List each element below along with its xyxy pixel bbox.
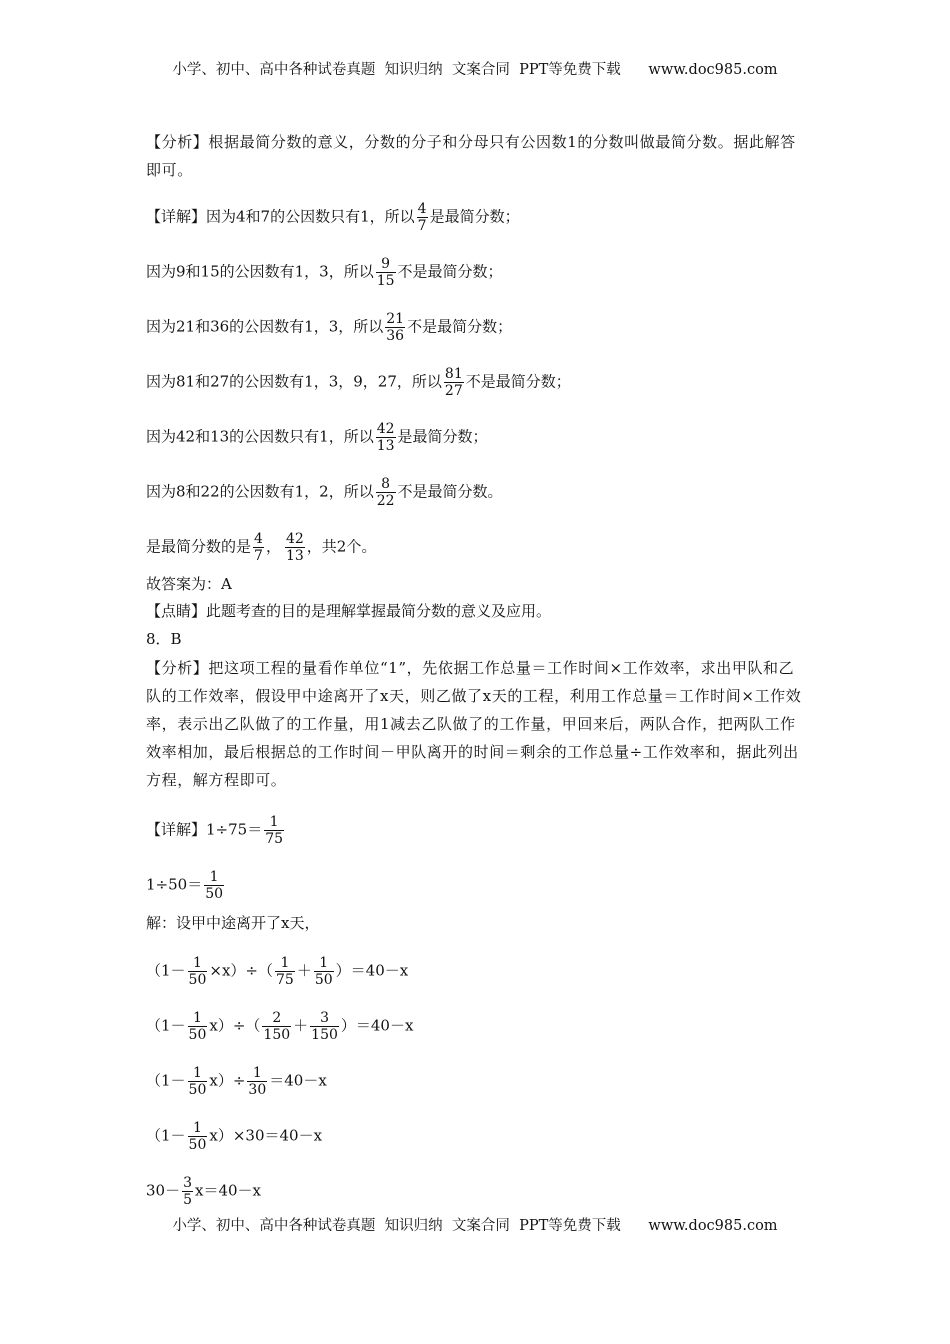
text: 因为9和15的公因数有1，3，所以 — [146, 262, 374, 281]
text: 因为42和13的公因数只有1，所以 — [146, 427, 374, 446]
denominator: 50 — [188, 1137, 207, 1153]
denominator: 50 — [188, 972, 207, 988]
text: 不是最简分数； — [397, 262, 503, 281]
denominator: 7 — [254, 548, 263, 564]
text: 30－ — [146, 1181, 181, 1200]
q8-step-1 — [146, 814, 286, 847]
fraction — [417, 201, 428, 234]
numerator: 42 — [285, 531, 304, 547]
numerator: 42 — [376, 421, 395, 437]
numerator: 1 — [209, 869, 219, 885]
numerator: 1 — [193, 1065, 202, 1081]
numerator: 4 — [417, 201, 427, 217]
denominator: 50 — [188, 1027, 207, 1043]
q8-number: 8．B — [146, 630, 182, 648]
text: 因为81和27的公因数有1，3，9，27，所以 — [146, 372, 442, 391]
q7-detail-line-6 — [146, 476, 503, 509]
numerator: 1 — [269, 814, 279, 830]
fraction — [182, 1175, 193, 1208]
denominator: 5 — [183, 1192, 193, 1208]
fraction — [247, 1065, 267, 1098]
text: 是最简分数； — [397, 427, 488, 446]
numerator: 9 — [381, 256, 391, 272]
text: x）×30＝40－x — [209, 1126, 323, 1145]
denominator: 150 — [311, 1027, 338, 1043]
q7-answer: 故答案为：A — [146, 575, 232, 593]
q8-analysis: 【分析】把这项工程的量看作单位“1”，先依据工作总量＝工作时间×工作效率，求出甲队和乙队的工作效率，假设甲中途离开了x天，则乙做了x天的工程，利用工作总量＝工作时间×工作效率，表示出乙队做了的工作量，用1减去乙队做了的工作量，甲回来后，两队合作，把两队工作效率相加，最后根据总的工作时间－甲队离开的时间＝剩余的工作总量÷工作效率和，据此列出方程，解方程即可。 — [146, 659, 802, 789]
text: ）＝40－x — [340, 1016, 414, 1035]
denominator: 13 — [285, 548, 304, 564]
text: ＋ — [296, 961, 312, 980]
text: （1－ — [146, 961, 186, 980]
text: x＝40－x — [195, 1181, 262, 1200]
text: ＋ — [293, 1016, 309, 1035]
q7-detail-line-5 — [146, 421, 488, 454]
text: 1÷50＝ — [146, 875, 203, 894]
denominator: 30 — [248, 1082, 267, 1098]
denominator: 22 — [376, 493, 395, 509]
denominator: 15 — [376, 273, 395, 289]
q8-equation-1 — [146, 955, 408, 988]
fraction — [385, 311, 405, 344]
fraction — [376, 256, 396, 289]
numerator: 8 — [381, 476, 391, 492]
text: x）÷ — [209, 1071, 246, 1090]
numerator: 1 — [252, 1065, 262, 1081]
q7-summary — [146, 531, 376, 564]
numerator: 1 — [319, 955, 329, 971]
fraction — [264, 814, 284, 847]
q7-comment: 【点睛】此题考查的目的是理解掌握最简分数的意义及应用。 — [146, 602, 552, 620]
fraction — [253, 531, 264, 564]
q8-equation-4 — [146, 1120, 322, 1153]
text: ×x）÷（ — [209, 961, 273, 980]
q8-equation-2 — [146, 1010, 413, 1043]
text: ）＝40－x — [335, 961, 409, 980]
numerator: 1 — [193, 955, 202, 971]
fraction — [285, 531, 305, 564]
fraction — [376, 421, 396, 454]
q7-analysis: 【分析】根据最简分数的意义，分数的分子和分母只有公因数1的分数叫做最简分数。据此解答即可。 — [146, 133, 796, 179]
text: ＝40－x — [269, 1071, 327, 1090]
denominator: 7 — [417, 218, 427, 234]
fraction — [376, 476, 396, 509]
denominator: 50 — [188, 1082, 207, 1098]
page-footer: 小学、初中、高中各种试卷真题 知识归纳 文案合同 PPT等免费下载 www.doc985.com — [172, 1218, 778, 1234]
text: 【详解】因为4和7的公因数只有1，所以 — [146, 207, 415, 226]
numerator: 2 — [272, 1010, 282, 1026]
denominator: 75 — [265, 831, 284, 847]
text: 因为21和36的公因数有1，3，所以 — [146, 317, 384, 336]
numerator: 21 — [386, 311, 405, 327]
text: 是最简分数； — [429, 207, 520, 226]
q8-step-2 — [146, 869, 226, 902]
text: 【详解】1÷75＝ — [146, 820, 263, 839]
q8-step-3: 解：设甲中途离开了x天， — [146, 914, 320, 932]
numerator: 4 — [254, 531, 263, 547]
denominator: 50 — [205, 886, 224, 902]
numerator: 81 — [444, 366, 463, 382]
q7-detail-line-1 — [146, 201, 520, 234]
denominator: 13 — [376, 438, 395, 454]
text: （1－ — [146, 1071, 186, 1090]
text: 因为8和22的公因数有1，2，所以 — [146, 482, 374, 501]
q8-equation-5 — [146, 1175, 261, 1208]
fraction — [204, 869, 224, 902]
q8-equation-3 — [146, 1065, 327, 1098]
page-header: 小学、初中、高中各种试卷真题 知识归纳 文案合同 PPT等免费下载 www.doc985.com — [172, 62, 778, 78]
fraction — [444, 366, 464, 399]
text: 不是最简分数。 — [397, 482, 503, 501]
fraction — [314, 955, 334, 988]
fraction — [188, 955, 208, 988]
fraction — [188, 1010, 208, 1043]
fraction — [188, 1120, 208, 1153]
numerator: 1 — [193, 1120, 202, 1136]
text: ，共2个。 — [306, 537, 377, 556]
text: x）÷（ — [209, 1016, 261, 1035]
numerator: 3 — [183, 1175, 193, 1191]
text: 是最简分数的是 — [146, 537, 252, 556]
fraction — [188, 1065, 208, 1098]
text: 不是最简分数； — [407, 317, 513, 336]
q7-detail-line-3 — [146, 311, 512, 344]
numerator: 3 — [320, 1010, 329, 1026]
denominator: 75 — [275, 972, 294, 988]
q7-detail-line-4 — [146, 366, 571, 399]
q7-detail-line-2 — [146, 256, 503, 289]
numerator: 1 — [193, 1010, 202, 1026]
fraction — [275, 955, 295, 988]
text: （1－ — [146, 1126, 186, 1145]
text: 不是最简分数； — [465, 372, 571, 391]
denominator: 36 — [386, 328, 405, 344]
denominator: 50 — [314, 972, 333, 988]
denominator: 27 — [444, 383, 463, 399]
text: （1－ — [146, 1016, 186, 1035]
numerator: 1 — [280, 955, 290, 971]
fraction — [310, 1010, 339, 1043]
fraction — [262, 1010, 291, 1043]
text: ， — [265, 537, 281, 556]
denominator: 150 — [263, 1027, 291, 1043]
